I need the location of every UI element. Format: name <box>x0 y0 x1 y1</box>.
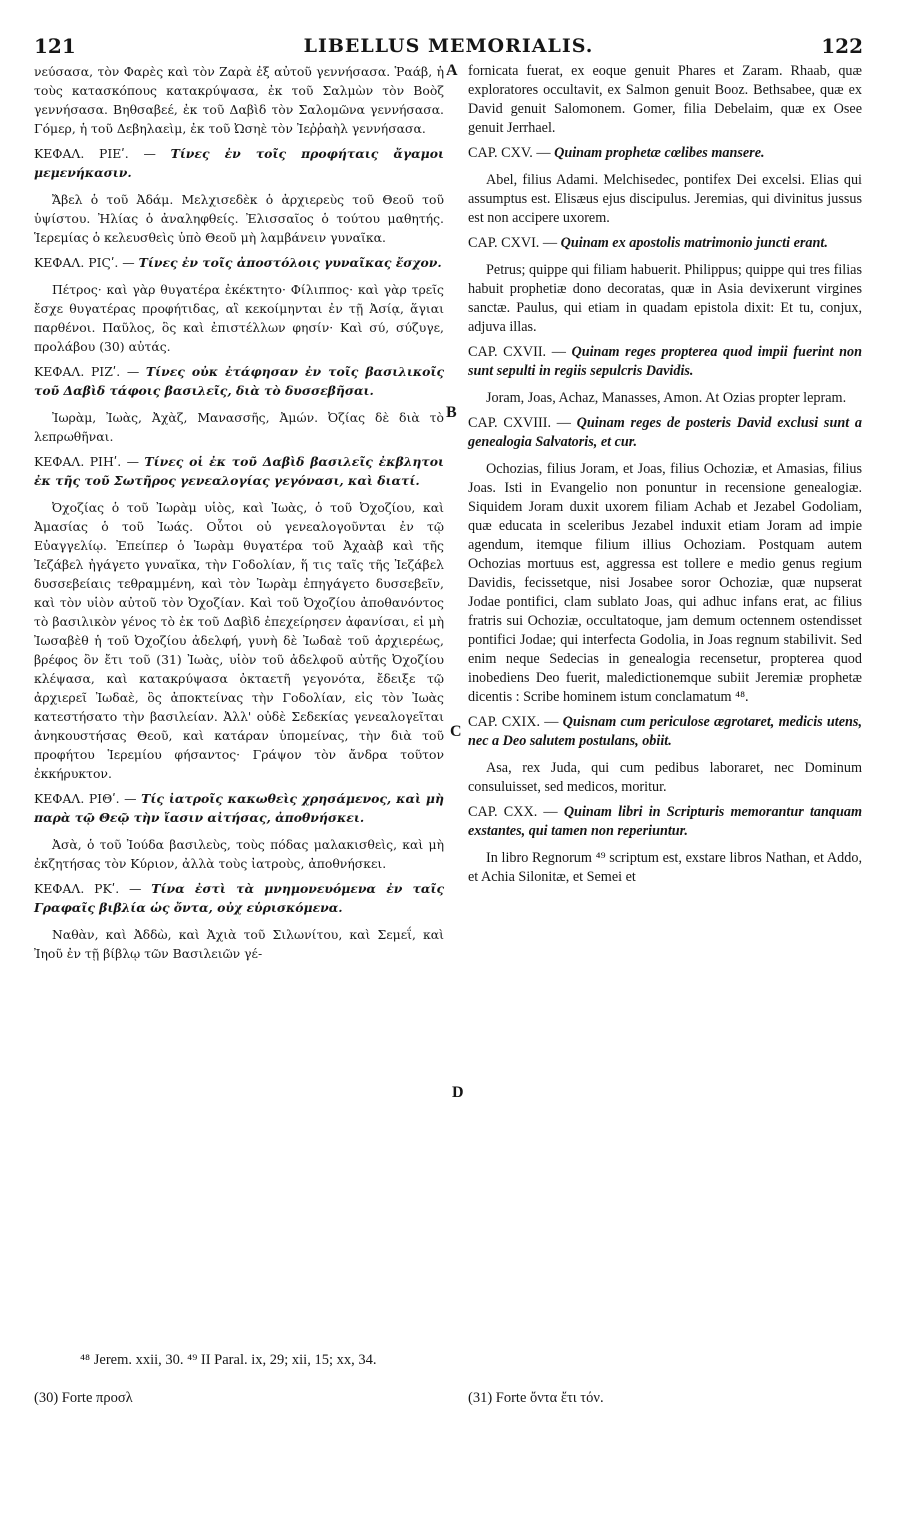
section-mark-a: A <box>446 62 458 79</box>
chapter-number: CAP. CXX. — <box>468 804 558 820</box>
latin-paragraph: Ochozias, filius Joram, et Joas, filius Ochoziæ, et Amasias, filius Joas. Isti in Evangelio non ponuntur in recensione genealogiæ. Siquidem Joram duxit uxorem filiam Achab et Jezabel Godoliam, quæ educata in sceleribus Jezabel induxit etiam Joram ad impie agendum, itemque filium illius Ochoziam. Postquam autem Ochozias mortuus est, aggressa est tollere e medio genus regium Davidis, fecissetque, nisi Josabee soror Ochoziæ, quæ nupserat Jodae pontifici, clam sublato Joas, qui adhuc infans erat, ac filius fratris sui Ochoziæ, occultatoque, jam demum octennem ostendisset pontifici Jodae; qui interfecta Godolia, in Joas regnum stabilivit. Sed enim neque Sedecias in genealogia recensetur, propterea quod inobediens Deo fuerit, maledictionemque subiit Jeremiæ prophetæ dicentis : Scribe hominem istum conclamatum ⁴⁸. <box>468 461 862 705</box>
chapter-title: Τίνες ἐν τοῖς ἀποστόλοις γυναῖκας ἔσχον. <box>138 255 442 270</box>
greek-column <box>34 62 444 969</box>
latin-paragraph: fornicata fuerat, ex eoque genuit Phares et Zaram. Rhaab, quæ exploratores occultavit, ex Salmon genuit Booz. Bethsabee, quæ ex David genuit Salomonem. Gomer, filia Debelaim, quæ ex Osee genuit Jerrhael. <box>468 63 862 136</box>
chapter-title: Quinam ex apostolis matrimonio juncti erant. <box>560 235 828 251</box>
chapter-title: Τίνες οὐκ ἐτάφησαν ἐν τοῖς βασιλικοῖς τοῦ Δαβὶδ τάφοις βασιλεῖς, διὰ τὸ δυσσεβῆσαι. <box>34 364 444 398</box>
chapter-number: ΚΕΦΑΛ. ΡΙϚʹ. — <box>34 255 135 270</box>
greek-chapter-heading <box>34 144 444 182</box>
chapter-title: Τίνα ἐστὶ τὰ μνημονευόμενα ἐν ταῖς Γραφαῖς βιβλία ὡς ὄντα, οὐχ εὑρισκόμενα. <box>34 881 444 915</box>
greek-chapter-heading <box>34 362 444 400</box>
footnote-31: (31) Forte ὄντα ἔτι τόν. <box>468 1390 604 1406</box>
running-title: LIBELLUS MEMORIALIS. <box>303 35 594 57</box>
greek-paragraph: Πέτρος· καὶ γὰρ θυγατέρα ἐκέκτητο· Φίλιππος· καὶ γὰρ τρεῖς ἔσχε θυγατέρας προφήτιδας, αἳ κεκοίμηνται ἐν τῇ Ἀσίᾳ, ἅγιαι παρθένοι. Παῦλος, ὃς καὶ ἐπιστέλλων φησίν· Καὶ σύ, σύζυγε, προλάβου (30) αὐτάς. <box>34 282 444 354</box>
latin-paragraph: Petrus; quippe qui filiam habuerit. Philippus; quippe qui tres filias habuit prophetiæ dono decoratas, quæ in Asia devixerunt virgines sanctæ. Paulus, qui etiam in quadam epistola dixit: Et tu, conjux, adjuva illas. <box>468 262 862 335</box>
chapter-number: ΚΕΦΑΛ. ΡΙΕʹ. — <box>34 146 156 161</box>
chapter-number: ΚΕΦΑΛ. ΡΚʹ. — <box>34 881 142 896</box>
latin-column <box>468 62 862 893</box>
latin-paragraph: Asa, rex Juda, qui cum pedibus laboraret, nec Dominum consuluisset, sed medicos, moritur. <box>468 760 862 795</box>
page-number-right: 122 <box>821 34 863 58</box>
latin-chapter-heading <box>468 803 862 841</box>
greek-chapter-heading <box>34 253 444 272</box>
section-mark-c: C <box>450 723 462 740</box>
greek-paragraph: Ναθὰν, καὶ Ἀδδὼ, καὶ Ἀχιὰ τοῦ Σιλωνίτου, καὶ Σεμεΐ, καὶ Ἰηοῦ ἐν τῇ βίβλῳ τῶν Βασιλειῶν γέ- <box>34 927 444 961</box>
latin-chapter-heading <box>468 144 862 163</box>
greek-paragraph: Ὀχοζίας ὁ τοῦ Ἰωρὰμ υἱὸς, καὶ Ἰωὰς, ὁ τοῦ Ὀχοζίου, καὶ Ἀμασίας ὁ τοῦ Ἰωάς. Οὗτοι οὐ γενεαλογοῦνται ἐν τῷ Εὐαγγελίῳ. Ἐπείπερ ὁ Ἰωρὰμ θυγατέρα τοῦ Ἀχαὰβ καὶ τῆς Ἰεζάβελ ἠγάγετο γυναῖκα, τὴν Γοδολίαν, ἥ τις ταῖς τῆς Ἰεζάβελ δυσσεβείαις τεθραμμένη, καὶ τὸν Ἰωρὰμ ἐπηγάγετο δυσσεβεῖν, καὶ τὸν υἱὸν αὐτοῦ τὸν Ὀχοζίαν. Καὶ τοῦ Ὀχοζίου ἀποθανόντος τὸ βασιλικὸν γένος τὸ ἐκ τοῦ Δαβὶδ ἐπεχείρησεν ἀφανίσαι, εἰ μὴ Ἰωσαβὲθ ἡ τοῦ Ὀχοζίου ἀδελφή, γυνὴ δὲ Ἰωδαὲ τοῦ ἀρχιερέως, βρέφος ὂν ἔτι τοῦ (31) Ἰωὰς, υἱὸν τοῦ ἀδελφοῦ αὐτῆς Ὀχοζίου κλέψασα, καὶ κατακρύψασα ὀκταετῆ γεγονότα, ἔδειξε τῷ ἀρχιερεῖ Ἰωδαὲ, ὃς ἀποκτείνας τὴν Γοδολίαν, εἰς τὸν Ἰωὰς κατεστήσατο τὴν βασιλείαν. Ἀλλ' οὐδὲ Σεδεκίας γενεαλογεῖται ἀνηκουστήσας Θεοῦ, καὶ κατάραν ὑπομείνας, τὴν διὰ τοῦ προφήτου Ἱερεμίου φήσαντος· Γράψον τὸν ἄνδρα τοῦτον ἐκκήρυκτον. <box>34 500 444 781</box>
footnote-30: (30) Forte προσλ <box>34 1390 133 1406</box>
section-mark-b: B <box>446 404 457 421</box>
chapter-title: Quinam reges propterea quod impii fuerint non sunt sepulti in regiis sepulcris Davidis. <box>468 344 862 379</box>
chapter-number: ΚΕΦΑΛ. ΡΙΗʹ. — <box>34 454 139 469</box>
scripture-references: ⁴⁸ Jerem. xxii, 30. ⁴⁹ II Paral. ix, 29; xii, 15; xx, 34. <box>80 1352 377 1368</box>
chapter-number: CAP. CXVI. — <box>468 235 558 251</box>
chapter-title: Τίνες οἱ ἐκ τοῦ Δαβὶδ βασιλεῖς ἐκβλητοι ἐκ τῆς τοῦ Σωτῆρος γενεαλογίας γεγόνασι, καὶ διατί. <box>34 454 444 488</box>
latin-paragraph: Joram, Joas, Achaz, Manasses, Amon. At Ozias propter lepram. <box>486 390 847 406</box>
chapter-number: CAP. CXVIII. — <box>468 415 571 431</box>
chapter-number: ΚΕΦΑΛ. ΡΙΘʹ. — <box>34 791 137 806</box>
latin-chapter-heading <box>468 343 862 381</box>
greek-paragraph: Ἄβελ ὁ τοῦ Ἀδάμ. Μελχισεδὲκ ὁ ἀρχιερεὺς τοῦ Θεοῦ τοῦ ὑψίστου. Ἠλίας ὁ ἀναληφθείς. Ἐλισσαῖος ὁ τούτου μαθητής. Ἱερεμίας ὁ κελευσθεὶς ὑπὸ Θεοῦ μὴ λαμβάνειν γυναῖκα. <box>34 192 444 245</box>
greek-chapter-heading <box>34 789 444 827</box>
page-header <box>34 34 863 64</box>
greek-paragraph: Ἀσὰ, ὁ τοῦ Ἰούδα βασιλεὺς, τοὺς πόδας μαλακισθεὶς, καὶ μὴ ἐκζητήσας τὸν Κύριον, ἀλλὰ τοὺς ἰατροὺς, ἀποθνήσκει. <box>34 837 444 871</box>
latin-paragraph: In libro Regnorum ⁴⁹ scriptum est, exstare libros Nathan, et Addo, et Achia Silonitæ, et Semei et <box>468 850 862 885</box>
latin-chapter-heading <box>468 713 862 751</box>
chapter-number: ΚΕΦΑΛ. ΡΙΖʹ. — <box>34 364 140 379</box>
latin-chapter-heading <box>468 234 862 253</box>
greek-paragraph: Ἰωρὰμ, Ἰωὰς, Ἀχὰζ, Μανασσῆς, Ἀμών. Ὀζίας δὲ διὰ τὸ λεπρωθῆναι. <box>34 410 444 444</box>
chapter-title: Quinam reges de posteris David exclusi sunt a genealogia Salvatoris, et cur. <box>468 415 862 450</box>
chapter-number: CAP. CXIX. — <box>468 714 559 730</box>
greek-paragraph: νεύσασα, τὸν Φαρὲς καὶ τὸν Ζαρὰ ἐξ αὐτοῦ γεννήσασα. Ῥαάβ, ἡ τοὺς κατασκόπους κατακρύψασα, ἐκ τοῦ Σαλμὼν τὸν Βοὸζ γεννήσασα. Βηθσαβεέ, ἐκ τοῦ Δαβὶδ τὸν Σαλομῶνα γεννήσασα. Γόμερ, ἡ τοῦ Δεβηλαεὶμ, ἐκ τοῦ Ὠσηὲ τὸν Ἰεῤῥαὴλ γεννήσασα. <box>34 64 444 136</box>
greek-chapter-heading <box>34 452 444 490</box>
chapter-title: Quinam prophetæ cœlibes mansere. <box>554 145 765 161</box>
chapter-number: CAP. CXVII. — <box>468 344 566 360</box>
chapter-number: CAP. CXV. — <box>468 145 551 161</box>
chapter-title: Τίς ἰατροῖς κακωθεὶς χρησάμενος, καὶ μὴ παρὰ τῷ Θεῷ τὴν ἴασιν αἰτήσας, ἀποθνήσκει. <box>34 791 444 825</box>
section-mark-d: D <box>452 1084 464 1101</box>
greek-chapter-heading <box>34 879 444 917</box>
latin-chapter-heading <box>468 414 862 452</box>
chapter-title: Τίνες ἐν τοῖς προφήταις ἄγαμοι μεμενήκασιν. <box>34 146 444 180</box>
page-number-left: 121 <box>34 34 76 58</box>
chapter-title: Quinam libri in Scripturis memorantur tanquam exstantes, qui tamen non reperiuntur. <box>468 804 863 839</box>
latin-paragraph: Abel, filius Adami. Melchisedec, pontifex Dei excelsi. Elias qui assumptus est. Elisæus ejus discipulus. Jeremias, qui divinitus jussus est non accipere uxorem. <box>468 172 862 226</box>
chapter-title: Quisnam cum periculose ægrotaret, medicis utens, nec a Deo salutem postulans, obiit. <box>468 714 862 749</box>
